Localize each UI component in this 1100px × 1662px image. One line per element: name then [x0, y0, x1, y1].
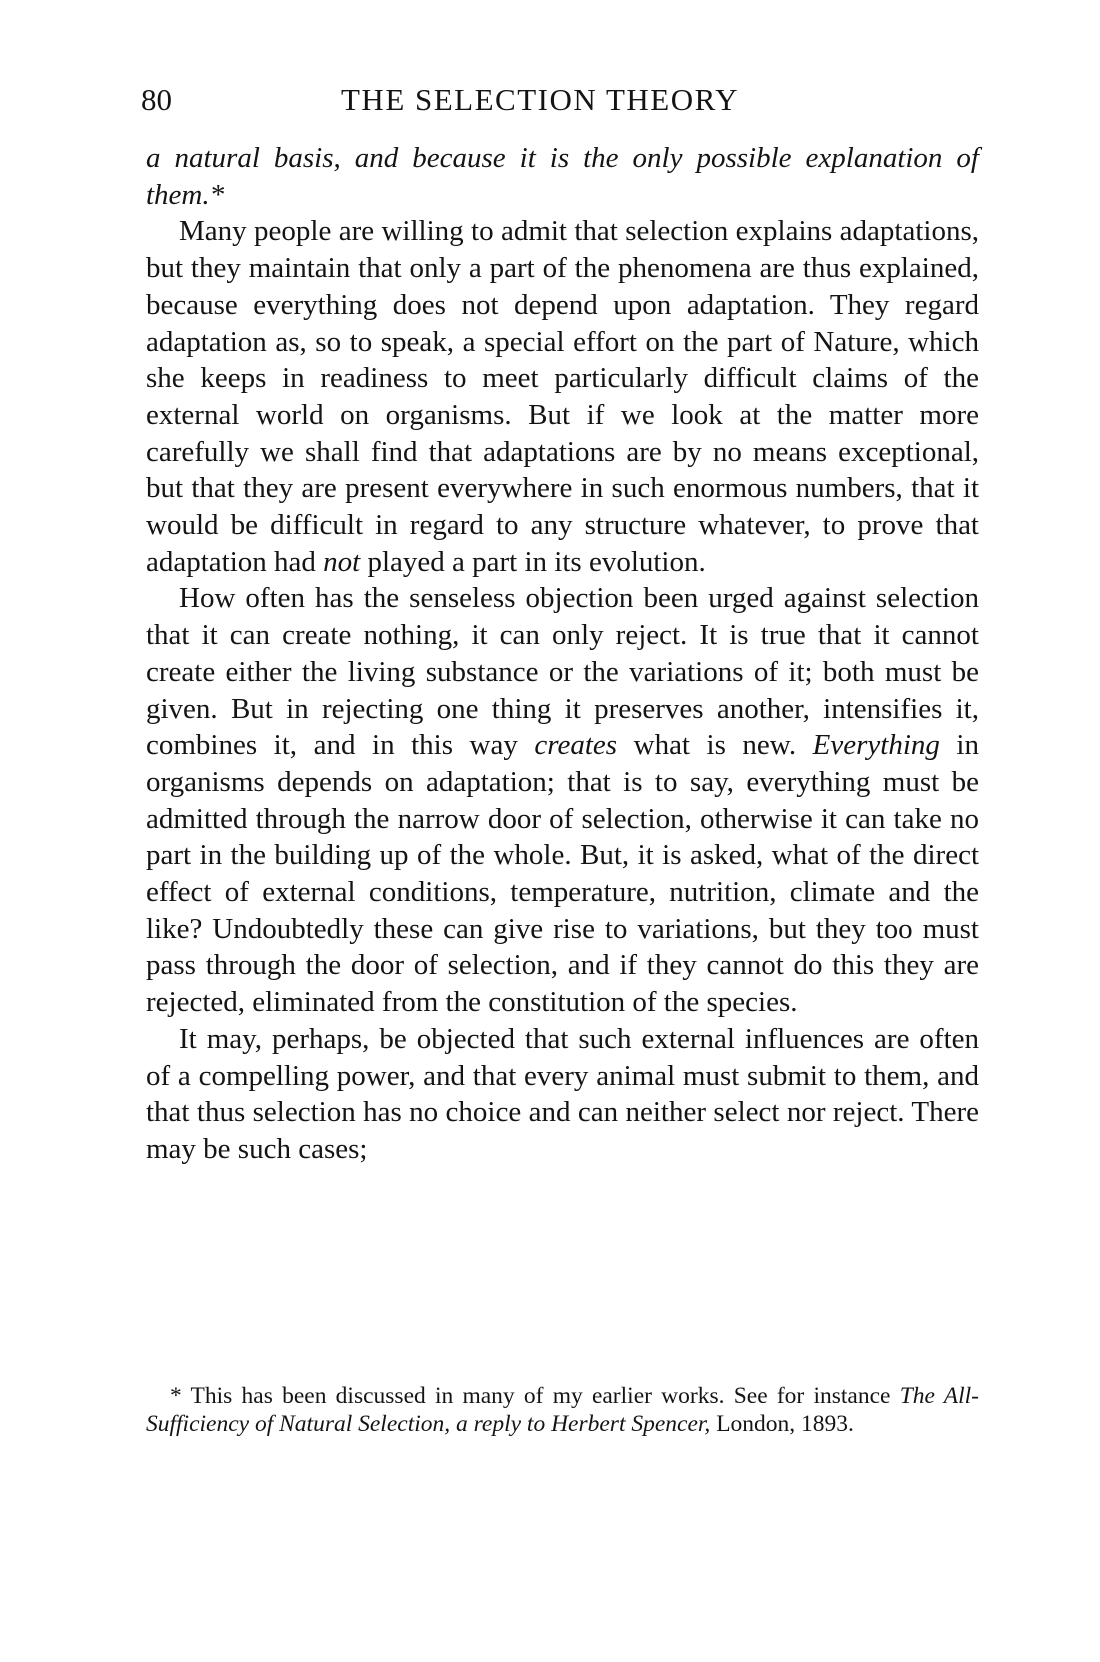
text-run: played a part in its evolution.	[360, 545, 706, 578]
paragraph	[146, 580, 979, 1020]
text-run: It may, perhaps, be objected that such external influences are often of a compelling power, and that every animal must submit to them, and that thus selection has no choice and can neither select nor reject. There may be such cases;	[146, 1022, 979, 1165]
paragraph-continuation	[146, 140, 979, 213]
text-run: what is new.	[617, 729, 813, 762]
footnote-text	[146, 1382, 979, 1438]
text-run: London, 1893.	[710, 1411, 854, 1437]
italic-run: not	[323, 545, 361, 578]
paragraph	[146, 1021, 979, 1168]
italic-run: creates	[534, 729, 618, 762]
text-run: Many people are willing to admit that selection explains adaptations, but they maintain that only a part of the phenomena are thus explained, because everything does not depend upon adaptation. They regard adaptation as, so to speak, a special effort on the part of Nature, which she keeps in readiness to meet particularly difficult claims of the external world on organisms. But if we look at the matter more carefully we shall find that adaptations are by no means exceptional, but that they are present everywhere in such enormous numbers, that it would be difficult in regard to any structure whatever, to prove that adaptation had	[146, 215, 979, 578]
text-run: How often has the senseless objection been urged against selection that it can create nothing, it can only reject. It is true that it cannot create either the living substance or the variations of it; both must be given. But in rejecting one thing it preserves another, intensifies it, combines it, and in this way	[146, 582, 979, 762]
footnote	[146, 1382, 979, 1438]
page-number: 80	[141, 82, 172, 117]
italic-run: a natural basis, and because it is the only possible explanation of them.*	[146, 142, 979, 211]
running-title: THE SELECTION THEORY	[341, 82, 739, 117]
italic-run: The All-Sufficiency of Natural Selection, a reply to Herbert Spencer,	[146, 1383, 979, 1437]
text-run: * This has been discussed in many of my earlier works. See for instance	[170, 1383, 900, 1409]
italic-run: Everything	[812, 729, 940, 762]
page-header	[141, 78, 979, 122]
body-text	[146, 140, 979, 1168]
paragraph	[146, 213, 979, 580]
text-run: in organisms depends on adaptation; that is to say, everything must be admitted through the narrow door of selection, otherwise it can take no part in the building up of the whole. But, it is asked, what of the direct effect of external conditions, temperature, nutrition, climate and the like? Undoubtedly these can give rise to variations, but they too must pass through the door of selection, and if they cannot do this they are rejected, eliminated from the constitution of the species.	[146, 729, 979, 1019]
